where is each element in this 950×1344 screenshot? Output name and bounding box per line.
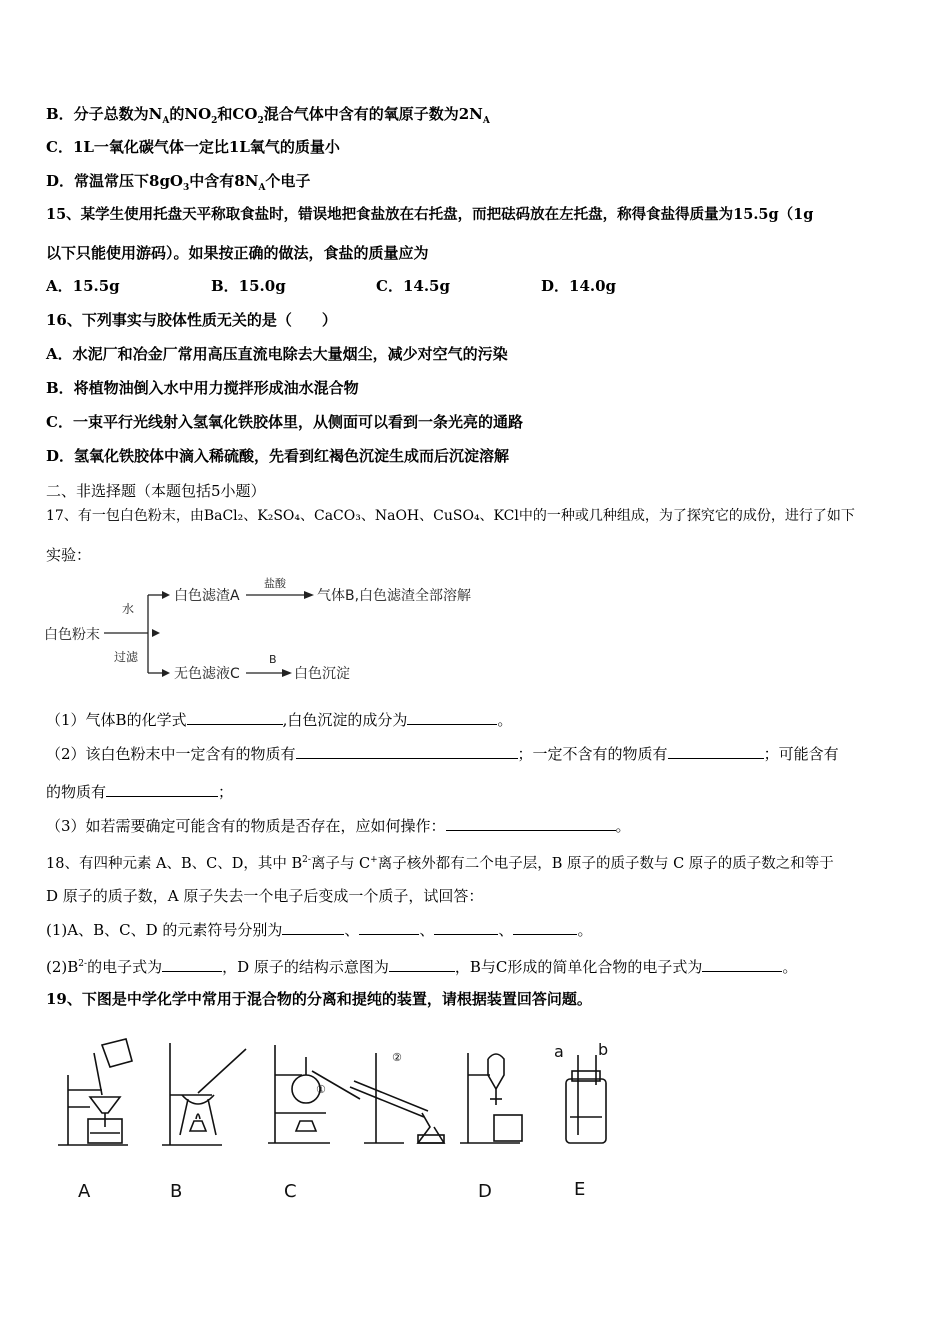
q15-stem-line1: 15、某学生使用托盘天平称取食盐时，错误地把食盐放在右托盘，而把砝码放在左托盘，称得食盐得质量为15.5g（1g (46, 206, 814, 223)
flow-filtrate-result: 白色沉淀 (294, 666, 350, 682)
blank[interactable] (407, 710, 497, 725)
q17-part1: （1）气体B的化学式 ,白色沉淀的成分为 。 (46, 711, 513, 729)
flow-acid: 盐酸 (264, 577, 286, 590)
label-d: D (478, 1181, 492, 1202)
blank[interactable] (282, 920, 344, 935)
q18-part2: $(2)B^{2-}$的电子式为 ，D 原子的结构示意图为 ，B与C形成的简单化合物的电子式为 。 (46, 958, 798, 976)
q15-option-d: D．14.0g (541, 277, 617, 295)
q16-option-c: C．一束平行光线射入氢氧化铁胶体里，从侧面可以看到一条光亮的通路 (46, 413, 523, 431)
label-b: B (170, 1181, 183, 1202)
blank[interactable] (359, 920, 419, 935)
q17-part3: （3）如若需要确定可能含有的物质是否存在，应如何操作： 。 (46, 817, 631, 835)
q16-option-b: B．将植物油倒入水中用力搅拌形成油水混合物 (46, 379, 359, 397)
e-mark-b: b (598, 1040, 609, 1059)
flow-start: 白色粉末 (44, 627, 100, 643)
q14-option-d: D．常温常压下$8gO_3$中含有$8N_A$个电子 (46, 172, 311, 193)
q17-stem-line2: 实验： (46, 546, 92, 564)
q14-option-b: B．分子总数为$N_A$的$NO_2$和$CO_2$混合气体中含有的氧原子数为$2N_A$ (46, 105, 490, 126)
apparatus-e-gas-bottle (566, 1055, 606, 1143)
blank[interactable] (296, 744, 518, 759)
q16-stem: 16、下列事实与胶体性质无关的是（ ） (46, 311, 337, 329)
q16-option-a: A．水泥厂和冶金厂常用高压直流电除去大量烟尘，减少对空气的污染 (46, 345, 508, 363)
apparatus-b-evaporation (162, 1043, 246, 1145)
flow-reagent-b: B (269, 653, 277, 666)
flow-filtrate: 无色滤液C (174, 666, 240, 682)
q14-option-c: C．1L一氧化碳气体一定比1L氧气的质量小 (46, 138, 340, 156)
q17-stem-line1: 17、有一包白色粉末，由BaCl₂、K₂SO₄、CaCO₃、NaOH、CuSO₄、KCl中的一种或几种组成，为了探究它的成份，进行了如下 (46, 508, 855, 524)
q18-part1: (1)A、B、C、D 的元素符号分别为 、 、 、 。 (46, 921, 593, 939)
blank[interactable] (162, 957, 222, 972)
apparatus-a-filtration (58, 1039, 132, 1145)
flow-water: 水 (122, 602, 135, 616)
q18-stem-line1: 18、有四种元素 A、B、C、D，其中 $B^{2-}$离子与 C+离子核外都有二个电子层，B 原子的质子数与 C 原子的质子数之和等于 (46, 855, 834, 872)
q16-option-d: D．氢氧化铁胶体中滴入稀硫酸，先看到红褐色沉淀生成而后沉淀溶解 (46, 447, 510, 465)
q15-option-c: C．14.5g (376, 277, 450, 295)
q15-stem-line2: 以下只能使用游码）。如果按正确的做法，食盐的质量应为 (46, 244, 429, 262)
blank[interactable] (668, 744, 764, 759)
q17-part2-line1: （2）该白色粉末中一定含有的物质有 ；一定不含有的物质有 ；可能含有 (46, 745, 839, 763)
blank[interactable] (513, 920, 577, 935)
e-mark-a: a (554, 1042, 564, 1061)
flow-residue: 白色滤渣A (174, 588, 240, 604)
c-mark-1: ① (316, 1083, 326, 1096)
q19-stem: 19、下图是中学化学中常用于混合物的分离和提纯的装置，请根据装置回答问题。 (46, 990, 592, 1008)
blank[interactable] (389, 957, 455, 972)
blank[interactable] (187, 710, 283, 725)
label-e: E (574, 1179, 586, 1200)
q19-apparatus-figure (50, 1035, 630, 1210)
blank[interactable] (446, 816, 616, 831)
apparatus-c-distillation (268, 1045, 444, 1143)
blank[interactable] (106, 782, 218, 797)
section-heading: 二、非选择题（本题包括5小题） (46, 482, 266, 500)
flow-residue-result: 气体B,白色滤渣全部溶解 (317, 588, 472, 604)
label-c: C (284, 1181, 297, 1202)
c-mark-2: ② (392, 1051, 402, 1064)
q17-flow-diagram (44, 575, 514, 690)
apparatus-d-separation (460, 1053, 522, 1143)
blank[interactable] (702, 957, 782, 972)
blank[interactable] (434, 920, 498, 935)
q17-part2-line2: 的物质有 ； (46, 783, 234, 801)
q15-option-b: B．15.0g (211, 277, 286, 295)
flow-filter: 过滤 (114, 650, 139, 664)
q18-stem-line2: D 原子的质子数，A 原子失去一个电子后变成一个质子，试回答： (46, 887, 484, 905)
q15-option-a: A．15.5g (46, 277, 120, 295)
label-a: A (78, 1181, 91, 1202)
